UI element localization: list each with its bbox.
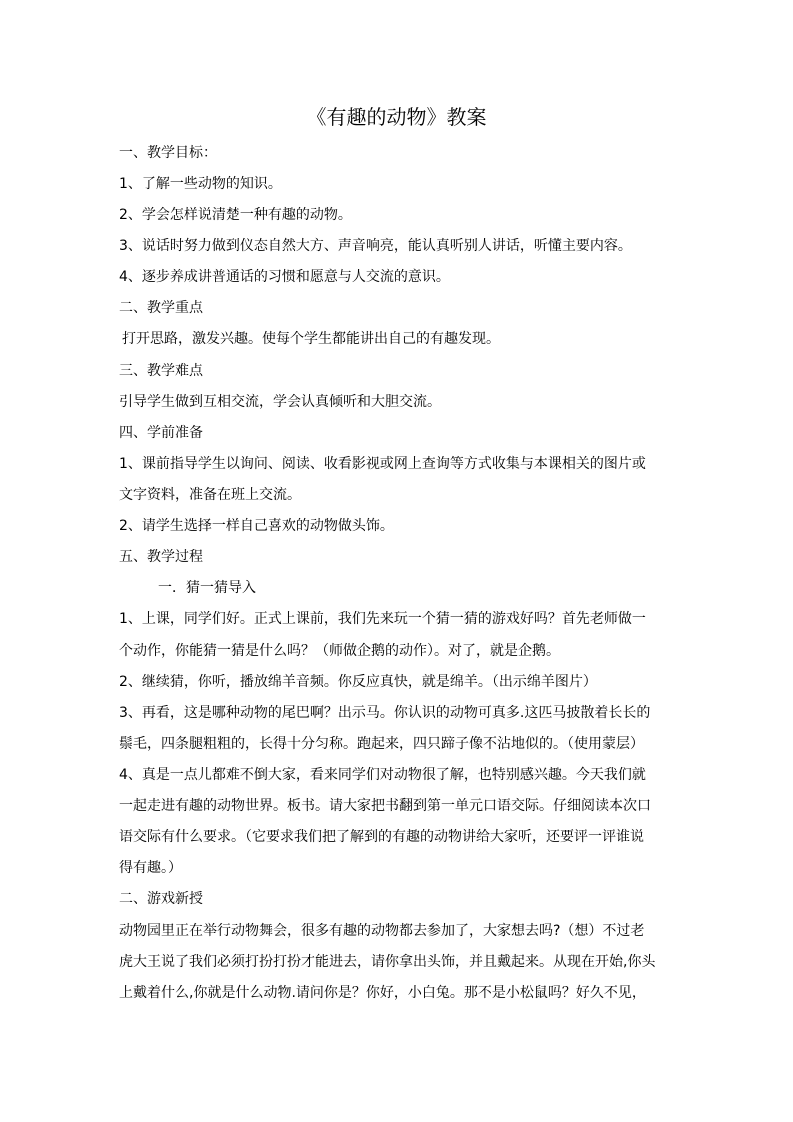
paragraph-line: 动物园里正在举行动物舞会，很多有趣的动物都去参加了，大家想去吗?（想）不过老: [119, 923, 645, 939]
section-heading-key-points: 二、教学重点: [119, 300, 203, 316]
paragraph-line: 4、真是一点儿都难不倒大家，看来同学们对动物很了解，也特别感兴趣。今天我们就: [119, 767, 646, 783]
section-heading-process: 五、教学过程: [119, 549, 203, 565]
paragraph-line: 虎大王说了我们必须打扮打扮才能进去，请你拿出头饰，并且戴起来。从现在开始,你头: [119, 954, 656, 970]
paragraph-line: 1、了解一些动物的知识。: [119, 176, 282, 192]
paragraph-line: 上戴着什么,你就是什么动物.请问你是？你好，小白兔。那不是小松鼠吗？好久不见，: [119, 985, 646, 1001]
paragraph-line: 一起走进有趣的动物世界。板书。请大家把书翻到第一单元口语交际。仔细阅读本次口: [119, 798, 651, 814]
paragraph-line: 打开思路，激发兴趣。使每个学生都能讲出自己的有趣发现。: [122, 331, 500, 347]
paragraph-line: 3、说话时努力做到仪态自然大方、声音响亮，能认真听别人讲话，听懂主要内容。: [119, 238, 632, 254]
paragraph-line: 引导学生做到互相交流，学会认真倾听和大胆交流。: [119, 394, 441, 410]
section-heading-preparation: 四、学前准备: [119, 425, 203, 441]
paragraph-line: 语交际有什么要求。（它要求我们把了解到的有趣的动物讲给大家听，还要评一评谁说: [119, 829, 644, 845]
paragraph-line: 2、学会怎样说清楚一种有趣的动物。: [119, 207, 352, 223]
subsection-heading-guess: 一．猜一猜导入: [158, 580, 256, 596]
paragraph-line: 文字资料，准备在班上交流。: [119, 487, 301, 503]
document-title: 《有趣的动物》教案: [306, 105, 487, 129]
paragraph-line: 鬃毛，四条腿粗粗的，长得十分匀称。跑起来，四只蹄子像不沾地似的。（使用蒙层）: [119, 736, 644, 752]
paragraph-line: 得有趣。）: [119, 860, 182, 876]
paragraph-line: 3、再看，这是哪种动物的尾巴啊？出示马。你认识的动物可真多.这匹马披散着长长的: [119, 705, 651, 721]
section-heading-objectives: 一、教学目标：: [119, 145, 217, 161]
section-heading-difficulties: 三、教学难点: [119, 363, 203, 379]
paragraph-line: 4、逐步养成讲普通话的习惯和愿意与人交流的意识。: [119, 269, 450, 285]
paragraph-line: 2、请学生选择一样自己喜欢的动物做头饰。: [119, 518, 394, 534]
paragraph-line: 2、继续猜，你听，播放绵羊音频。你反应真快，就是绵羊。（出示绵羊图片）: [119, 674, 597, 690]
paragraph-line: 1、课前指导学生以询问、阅读、收看影视或网上查询等方式收集与本课相关的图片或: [119, 456, 646, 472]
paragraph-line: 1、上课，同学们好。正式上课前，我们先来玩一个猜一猜的游戏好吗？首先老师做一: [119, 611, 646, 627]
paragraph-line: 个动作，你能猜一猜是什么吗？（师做企鹅的动作）。对了，就是企鹅。: [119, 643, 560, 659]
section-heading-game: 二、游戏新授: [119, 891, 203, 907]
